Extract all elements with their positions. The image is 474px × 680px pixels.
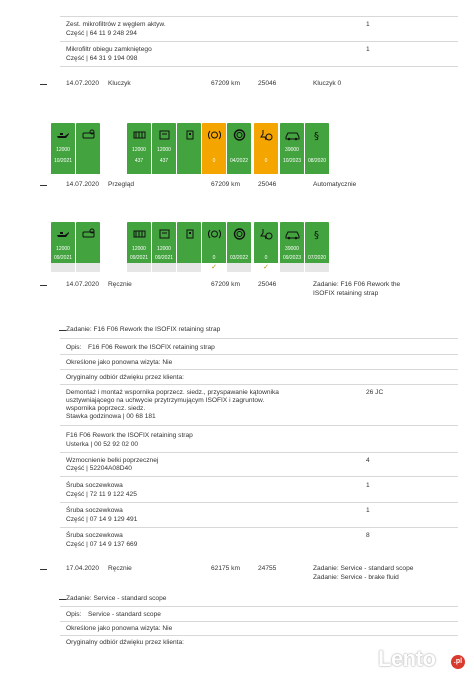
- spark-plug-icon: [177, 222, 201, 246]
- row-note: Zadanie: Service - brake fluid: [313, 574, 399, 581]
- car-service-icon: [76, 123, 100, 147]
- part-number: Część | 52204A08D40: [66, 465, 132, 472]
- task-header: Zadanie: F16 F06 Rework the ISOFIX retaining strap: [66, 326, 221, 333]
- status-label: 09/2021: [152, 254, 176, 263]
- fuel-filter-icon: [152, 123, 176, 147]
- task-desc-label: Opis:: [66, 344, 82, 351]
- item-part: Część | 64 31 9 194 098: [66, 55, 138, 62]
- status-label: 10/2021: [51, 157, 75, 166]
- labor-line: wspornika poprzecz. siedz.: [66, 405, 146, 412]
- row-km: 67209 km: [211, 281, 240, 288]
- row-note: ISOFIX retaining strap: [313, 290, 379, 297]
- brake-pad-rear-icon: [254, 222, 278, 246]
- row-note: Zadanie: Service - standard scope: [313, 565, 414, 572]
- part-number: Część | 72 11 9 122 425: [66, 491, 137, 498]
- status-label: 09/2021: [51, 254, 75, 263]
- brake-pad-rear-icon: [254, 123, 278, 147]
- part-number: Część | 07 14 9 129 491: [66, 516, 138, 523]
- status-label: 12000: [152, 146, 176, 155]
- task-desc-label: Opis:: [66, 611, 82, 618]
- item-name: Zest. mikrofiltrów z węglem aktyw.: [66, 21, 166, 28]
- item-qty: 1: [366, 46, 370, 53]
- status-label: 03/2022: [227, 254, 251, 263]
- customer-complaint: Oryginalny odbiór dźwięku przez klienta:: [66, 374, 185, 381]
- part-qty: 4: [366, 457, 370, 464]
- labor-line: Demontaż i montaż wspornika poprzecz. siedz., przyspawanie kątownika: [66, 389, 279, 396]
- row-type: Przegląd: [108, 181, 135, 188]
- lento-pl-badge: .pl: [451, 655, 465, 669]
- collapse-toggle[interactable]: [59, 330, 66, 331]
- status-label: 12000: [127, 245, 151, 254]
- row-type: Ręcznie: [108, 565, 132, 572]
- collapse-toggle[interactable]: [40, 185, 47, 186]
- item-part: Część | 64 11 9 248 294: [66, 30, 137, 37]
- row-date: 14.07.2020: [66, 80, 100, 87]
- labor-qty: 26 JC: [366, 389, 384, 396]
- part-qty: 1: [366, 507, 370, 514]
- row-code: 25046: [258, 80, 277, 87]
- status-label: 39000: [280, 146, 304, 155]
- row-code: 25046: [258, 181, 277, 188]
- status-label: 10/2023: [280, 157, 304, 166]
- status-label: 0: [254, 157, 278, 166]
- part-name: Śruba soczewkowa: [66, 482, 123, 489]
- status-label: 09/2021: [127, 254, 151, 263]
- air-filter-icon: [127, 222, 151, 246]
- status-label: 09/2023: [280, 254, 304, 263]
- collapse-toggle[interactable]: [40, 569, 47, 570]
- status-label: 12000: [152, 245, 176, 254]
- customer-complaint: Oryginalny odbiór dźwięku przez klienta:: [66, 639, 185, 646]
- vehicle-check-icon: [280, 222, 304, 246]
- part-number: Część | 07 14 9 137 669: [66, 541, 138, 548]
- brake-fluid-icon: [227, 123, 251, 147]
- oil-can-icon: [51, 222, 75, 246]
- lento-watermark: Lento: [378, 646, 436, 671]
- row-km: 67209 km: [211, 80, 240, 87]
- part-qty: 8: [366, 532, 370, 539]
- status-label: 12000: [51, 245, 75, 254]
- row-type: Ręcznie: [108, 281, 132, 288]
- fuel-filter-icon: [152, 222, 176, 246]
- check-mark-icon: ✓: [263, 264, 269, 271]
- status-label: 12000: [51, 146, 75, 155]
- part-name: Śruba soczewkowa: [66, 532, 123, 539]
- car-service-icon: [76, 222, 100, 246]
- task-desc: F16 F06 Rework the ISOFIX retaining strap: [88, 344, 215, 351]
- row-date: 14.07.2020: [66, 281, 100, 288]
- status-label: 04/2022: [227, 157, 251, 166]
- repeat-visit: Określone jako ponowna wizyta: Nie: [66, 359, 173, 366]
- status-label: 437: [127, 157, 151, 166]
- legal-inspection-icon: [305, 123, 329, 147]
- air-filter-icon: [127, 123, 151, 147]
- row-type: Kluczyk: [108, 80, 131, 87]
- part-name: Wzmocnienie belki poprzecznej: [66, 457, 159, 464]
- row-note: Zadanie: F16 F06 Rework the: [313, 281, 401, 288]
- legal-inspection-icon: [305, 222, 329, 246]
- brake-pad-front-icon: [202, 123, 226, 147]
- labor-line: Stawka godzinowa | 00 68 181: [66, 413, 156, 420]
- status-label: 07/2020: [305, 254, 329, 263]
- row-date: 17.04.2020: [66, 565, 100, 572]
- status-label: 08/2020: [305, 157, 329, 166]
- row-km: 67209 km: [211, 181, 240, 188]
- status-label: 39000: [280, 245, 304, 254]
- fault-title: F16 F06 Rework the ISOFIX retaining strap: [66, 432, 193, 439]
- row-code: 24755: [258, 565, 277, 572]
- status-label: 437: [152, 157, 176, 166]
- status-label: 12000: [127, 146, 151, 155]
- status-label: 0: [202, 254, 226, 263]
- repeat-visit: Określone jako ponowna wizyta: Nie: [66, 625, 173, 632]
- labor-line: usztywniającego na uchwycie przytrzymującym ISOFIX i zagruntow.: [66, 397, 265, 404]
- vehicle-check-icon: [280, 123, 304, 147]
- row-km: 62175 km: [211, 565, 240, 572]
- collapse-toggle[interactable]: [59, 599, 66, 600]
- part-qty: 1: [366, 482, 370, 489]
- fault-code: Usterka | 00 52 92 02 00: [66, 441, 139, 448]
- item-name: Mikrofiltr obiegu zamkniętego: [66, 46, 152, 53]
- row-code: 25046: [258, 281, 277, 288]
- task-header: Zadanie: Service - standard scope: [66, 595, 167, 602]
- row-note: Automatycznie: [313, 181, 357, 188]
- collapse-toggle[interactable]: [40, 285, 47, 286]
- row-date: 14.07.2020: [66, 181, 100, 188]
- collapse-toggle[interactable]: [40, 84, 47, 85]
- status-label: 0: [202, 157, 226, 166]
- part-name: Śruba soczewkowa: [66, 507, 123, 514]
- task-desc: Service - standard scope: [88, 611, 161, 618]
- check-mark-icon: ✓: [211, 264, 217, 271]
- svg-text:§: §: [313, 230, 319, 240]
- oil-can-icon: [51, 123, 75, 147]
- brake-pad-front-icon: [202, 222, 226, 246]
- row-note: Kluczyk 0: [313, 80, 342, 87]
- svg-text:§: §: [313, 131, 319, 141]
- spark-plug-icon: [177, 123, 201, 147]
- item-qty: 1: [366, 21, 370, 28]
- brake-fluid-icon: [227, 222, 251, 246]
- status-label: 0: [254, 254, 278, 263]
